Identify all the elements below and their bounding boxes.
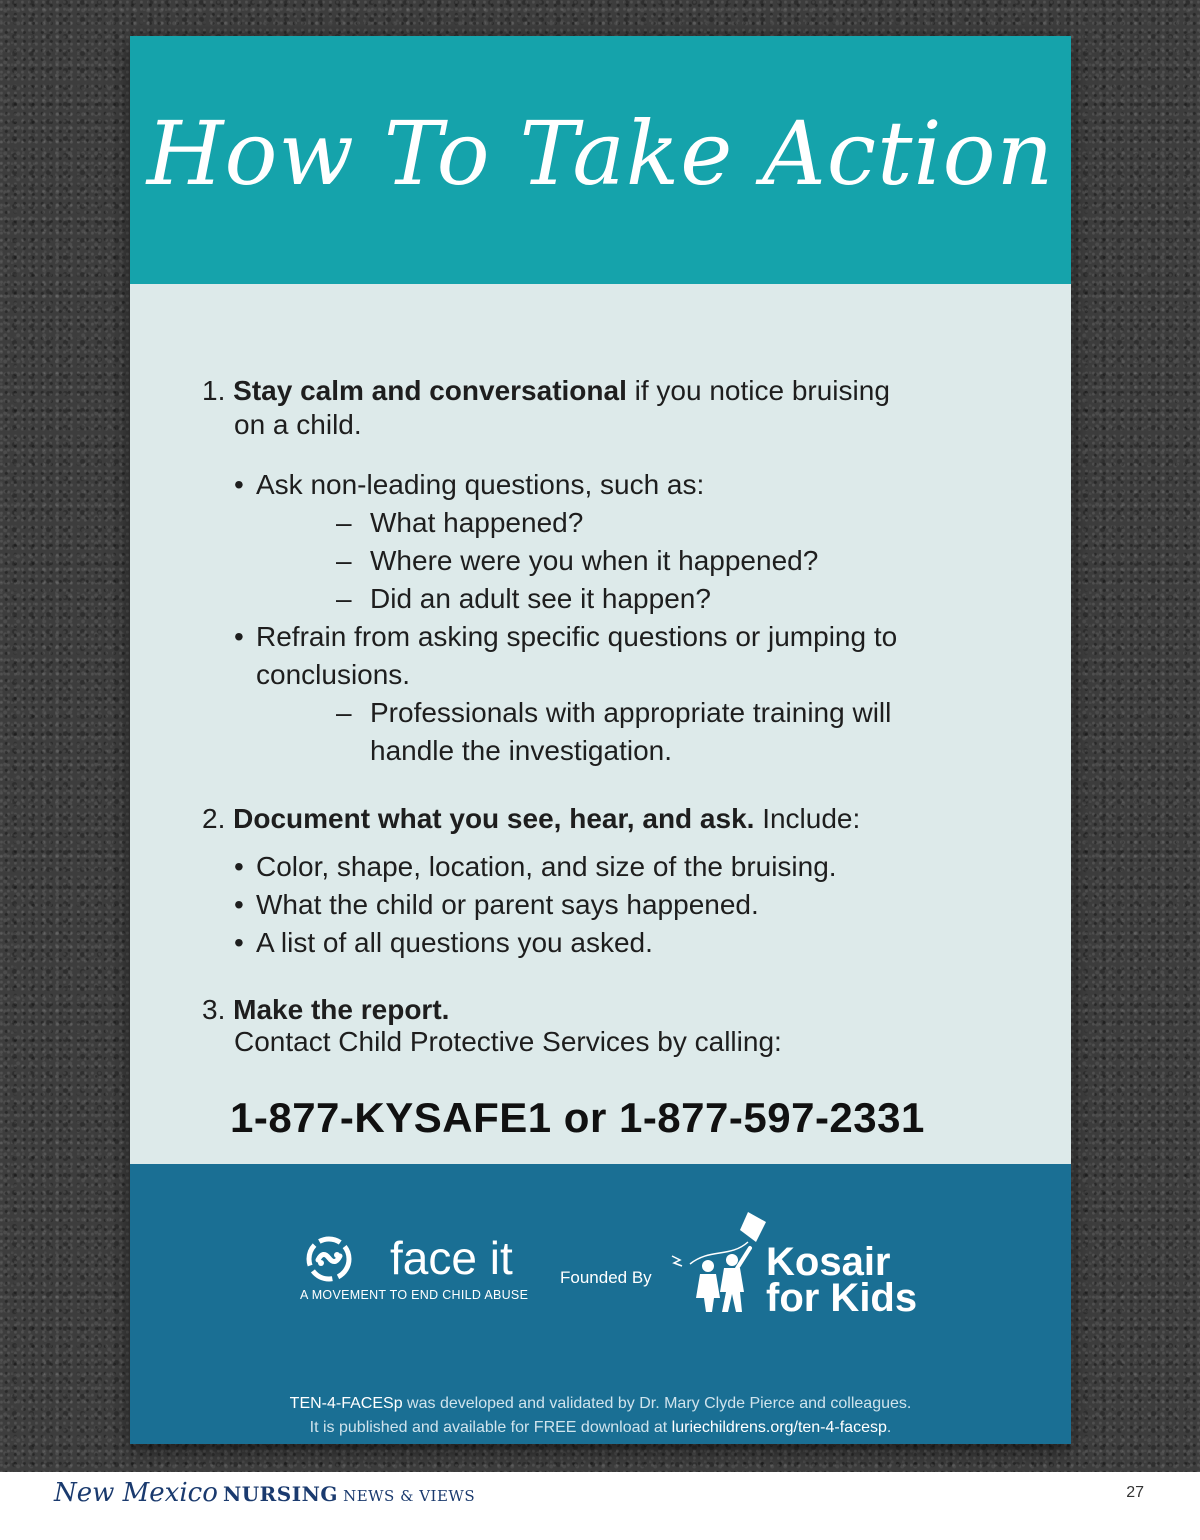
- bullet-icon: •: [234, 927, 244, 958]
- list-item: • Color, shape, location, and size of the bruising.: [234, 848, 994, 886]
- step-2-heading: Document what you see, hear, and ask.: [233, 803, 755, 834]
- page-footer: [0, 1472, 1200, 1540]
- step-1: [202, 374, 992, 442]
- step-3-continuation: Contact Child Protective Services by calling:: [234, 1026, 782, 1057]
- bullet-icon: •: [234, 621, 244, 652]
- step-2-text: Include:: [754, 803, 861, 834]
- sub-list-item: – What happened?: [234, 504, 994, 542]
- credit-line-2: It is published and available for FREE download at: [309, 1419, 672, 1436]
- step-2-number: 2.: [202, 803, 226, 834]
- faceit-brand: [294, 1230, 544, 1310]
- step-2-bullets: [234, 848, 994, 962]
- bullet-icon: •: [234, 889, 244, 920]
- sub-list-item: – Did an adult see it happen?: [234, 580, 994, 618]
- info-card: [130, 36, 1071, 1444]
- publication-script: New Mexico: [54, 1478, 218, 1508]
- bullet-icon: •: [234, 469, 244, 500]
- step-3: [202, 994, 992, 1058]
- list-item: • A list of all questions you asked.: [234, 924, 994, 962]
- credit-line-1: was developed and validated by Dr. Mary Clyde Pierce and colleagues.: [402, 1395, 912, 1412]
- phone-numbers: 1-877-KYSAFE1 or 1-877-597-2331: [230, 1094, 925, 1141]
- card-footer: [130, 1164, 1071, 1444]
- publication-name: [54, 1478, 475, 1508]
- card-title: How To Take Action: [146, 101, 1055, 205]
- page-number: 27: [1126, 1484, 1144, 1501]
- dash-icon: –: [336, 583, 352, 614]
- faceit-name: face it: [390, 1232, 513, 1284]
- credit-end: .: [886, 1419, 892, 1436]
- list-item: • Refrain from asking specific questions or jumping to conclusions.: [234, 618, 994, 694]
- credit-url: luriechildrens.org/ten-4-facesp: [671, 1419, 887, 1436]
- step-1-number: 1.: [202, 375, 226, 406]
- publication-caps: NURSING: [222, 1482, 338, 1506]
- step-3-heading: Make the report.: [233, 994, 450, 1025]
- step-3-number: 3.: [202, 994, 226, 1025]
- dash-icon: –: [336, 545, 352, 576]
- list-item: • What the child or parent says happened.: [234, 886, 994, 924]
- card-header: [130, 36, 1071, 284]
- faceit-logo-icon: [294, 1236, 364, 1282]
- bullet-icon: •: [234, 851, 244, 882]
- step-1-heading: Stay calm and conversational: [233, 375, 627, 406]
- card-body: [130, 284, 1071, 1164]
- list-item: • Ask non-leading questions, such as:: [234, 466, 994, 504]
- dash-icon: –: [336, 507, 352, 538]
- dash-icon: –: [336, 697, 352, 728]
- founded-by-label: Founded By: [560, 1268, 652, 1287]
- step-1-bullets: [234, 466, 994, 770]
- step-2: [202, 802, 992, 836]
- credit-note: [130, 1392, 1071, 1440]
- sub-list-item: – Where were you when it happened?: [234, 542, 994, 580]
- sub-list-item: – Professionals with appropriate training will handle the investigation.: [234, 694, 994, 770]
- faceit-tagline: A MOVEMENT TO END CHILD ABUSE: [300, 1288, 529, 1302]
- kosair-name: Kosair: [766, 1240, 891, 1284]
- publication-small: NEWS & VIEWS: [343, 1487, 476, 1505]
- kosair-subname: for Kids: [766, 1276, 918, 1320]
- step-1-continuation: on a child.: [234, 409, 362, 440]
- step-1-text: if you notice bruising: [626, 375, 890, 406]
- kosair-kids-kite-icon: [670, 1208, 770, 1316]
- kosair-brand: [766, 1240, 918, 1320]
- credit-tool-name: TEN-4-FACESp: [289, 1395, 403, 1412]
